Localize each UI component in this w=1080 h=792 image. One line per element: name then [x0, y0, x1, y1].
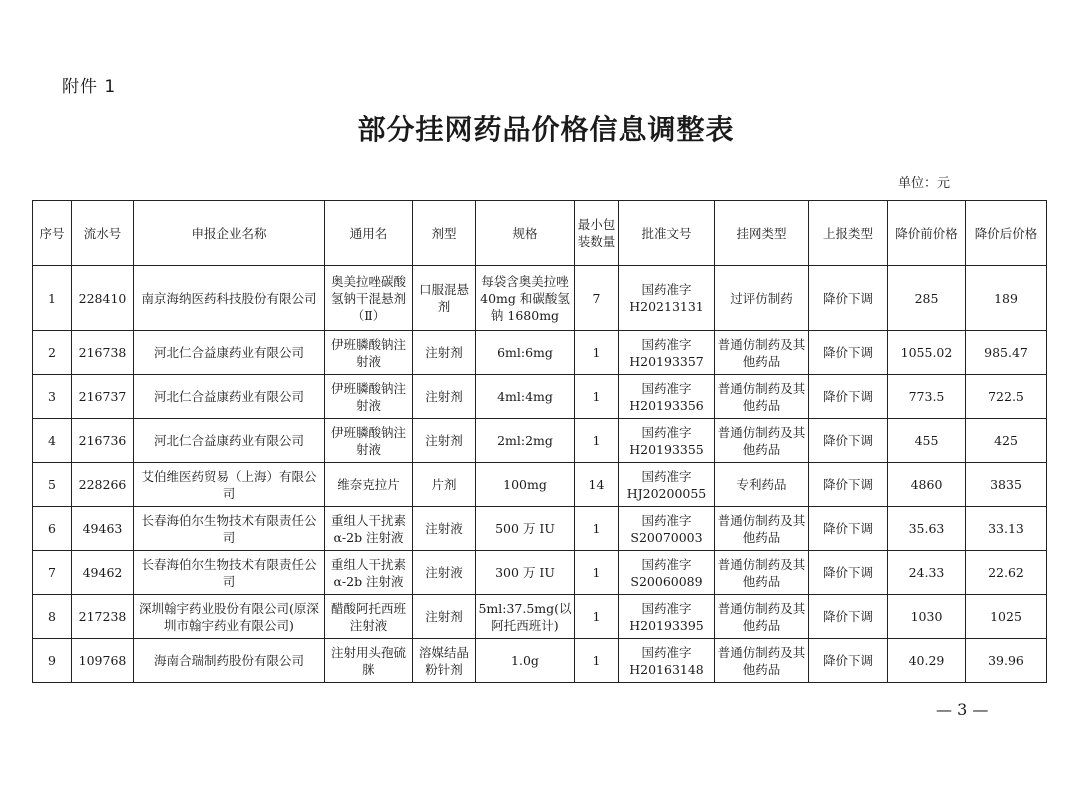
table-cell: 注射剂 — [413, 595, 476, 639]
table-cell: 普通仿制药及其他药品 — [715, 595, 809, 639]
table-cell: 国药准字HJ20200055 — [619, 463, 715, 507]
table-cell: 4ml:4mg — [476, 375, 575, 419]
table-cell: 降价下调 — [809, 507, 888, 551]
table-cell: 国药准字H20163148 — [619, 639, 715, 683]
table-cell: 1 — [575, 375, 619, 419]
table-cell: 14 — [575, 463, 619, 507]
table-cell: 216736 — [72, 419, 134, 463]
table-cell: 降价下调 — [809, 595, 888, 639]
table-cell: 1 — [575, 551, 619, 595]
table-cell: 4 — [33, 419, 72, 463]
table-cell: 39.96 — [966, 639, 1047, 683]
table-cell: 降价下调 — [809, 266, 888, 331]
table-cell: 专利药品 — [715, 463, 809, 507]
table-cell: 国药准字H20193356 — [619, 375, 715, 419]
table-cell: 49463 — [72, 507, 134, 551]
column-header: 申报企业名称 — [134, 201, 325, 266]
table-cell: 7 — [575, 266, 619, 331]
table-row — [33, 419, 1047, 463]
table-cell: 1 — [575, 331, 619, 375]
table-cell: 普通仿制药及其他药品 — [715, 419, 809, 463]
table-cell: 773.5 — [888, 375, 966, 419]
column-header: 批准文号 — [619, 201, 715, 266]
column-header: 挂网类型 — [715, 201, 809, 266]
column-header: 通用名 — [325, 201, 413, 266]
table-cell: 22.62 — [966, 551, 1047, 595]
table-cell: 降价下调 — [809, 639, 888, 683]
table-cell: 长春海伯尔生物技术有限责任公司 — [134, 507, 325, 551]
table-cell: 过评仿制药 — [715, 266, 809, 331]
table-cell: 注射剂 — [413, 331, 476, 375]
table-cell: 985.47 — [966, 331, 1047, 375]
table-cell: 国药准字H20193395 — [619, 595, 715, 639]
table-cell: 普通仿制药及其他药品 — [715, 375, 809, 419]
table-cell: 注射液 — [413, 551, 476, 595]
table-cell: 注射液 — [413, 507, 476, 551]
table-cell: 4860 — [888, 463, 966, 507]
table-cell: 1 — [575, 419, 619, 463]
table-cell: 普通仿制药及其他药品 — [715, 507, 809, 551]
table-row — [33, 266, 1047, 331]
table-cell: 伊班膦酸钠注射液 — [325, 331, 413, 375]
table-cell: 1.0g — [476, 639, 575, 683]
table-cell: 1 — [575, 595, 619, 639]
column-header: 上报类型 — [809, 201, 888, 266]
table-cell: 每袋含奥美拉唑40mg 和碳酸氢钠 1680mg — [476, 266, 575, 331]
table-cell: 6 — [33, 507, 72, 551]
table-cell: 醋酸阿托西班注射液 — [325, 595, 413, 639]
table-cell: 注射剂 — [413, 375, 476, 419]
table-cell: 普通仿制药及其他药品 — [715, 551, 809, 595]
table-cell: 216738 — [72, 331, 134, 375]
column-header: 降价前价格 — [888, 201, 966, 266]
table-cell: 注射用头孢硫脒 — [325, 639, 413, 683]
table-cell: 南京海纳医药科技股份有限公司 — [134, 266, 325, 331]
table-cell: 伊班膦酸钠注射液 — [325, 375, 413, 419]
table-cell: 长春海伯尔生物技术有限责任公司 — [134, 551, 325, 595]
column-header: 规格 — [476, 201, 575, 266]
table-cell: 1030 — [888, 595, 966, 639]
table-cell: 6ml:6mg — [476, 331, 575, 375]
document-title: 部分挂网药品价格信息调整表 — [357, 113, 735, 146]
table-cell: 普通仿制药及其他药品 — [715, 331, 809, 375]
price-adjustment-table — [32, 200, 1047, 683]
table-cell: 49462 — [72, 551, 134, 595]
table-cell: 33.13 — [966, 507, 1047, 551]
table-cell: 国药准字H20193357 — [619, 331, 715, 375]
table-cell: 425 — [966, 419, 1047, 463]
table-cell: 1 — [33, 266, 72, 331]
table-cell: 国药准字H20213131 — [619, 266, 715, 331]
table-cell: 海南合瑞制药股份有限公司 — [134, 639, 325, 683]
table-cell: 深圳翰宇药业股份有限公司(原深圳市翰宇药业有限公司) — [134, 595, 325, 639]
table-cell: 8 — [33, 595, 72, 639]
table-cell: 降价下调 — [809, 463, 888, 507]
table-cell: 5 — [33, 463, 72, 507]
table-cell: 溶媒结晶粉针剂 — [413, 639, 476, 683]
table-cell: 2 — [33, 331, 72, 375]
table-cell: 3835 — [966, 463, 1047, 507]
table-cell: 1 — [575, 639, 619, 683]
table-cell: 降价下调 — [809, 551, 888, 595]
page-number: — 3 — — [936, 700, 989, 719]
table-cell: 285 — [888, 266, 966, 331]
table-cell: 口服混悬剂 — [413, 266, 476, 331]
table-row — [33, 375, 1047, 419]
table-cell: 217238 — [72, 595, 134, 639]
table-row — [33, 463, 1047, 507]
table-row — [33, 639, 1047, 683]
table-cell: 1055.02 — [888, 331, 966, 375]
table-cell: 228410 — [72, 266, 134, 331]
table-cell: 300 万 IU — [476, 551, 575, 595]
table-cell: 7 — [33, 551, 72, 595]
column-header: 最小包装数量 — [575, 201, 619, 266]
attachment-label: 附件 1 — [62, 77, 117, 97]
column-header: 降价后价格 — [966, 201, 1047, 266]
table-header-row — [33, 201, 1047, 266]
table-cell: 国药准字H20193355 — [619, 419, 715, 463]
table-cell: 艾伯维医药贸易（上海）有限公司 — [134, 463, 325, 507]
table-row — [33, 551, 1047, 595]
column-header: 流水号 — [72, 201, 134, 266]
table-cell: 国药准字S20060089 — [619, 551, 715, 595]
table-cell: 5ml:37.5mg(以阿托西班计) — [476, 595, 575, 639]
table-cell: 40.29 — [888, 639, 966, 683]
table-cell: 722.5 — [966, 375, 1047, 419]
table-cell: 降价下调 — [809, 331, 888, 375]
column-header: 序号 — [33, 201, 72, 266]
table-cell: 国药准字S20070003 — [619, 507, 715, 551]
table-cell: 9 — [33, 639, 72, 683]
table-row — [33, 331, 1047, 375]
table-cell: 河北仁合益康药业有限公司 — [134, 419, 325, 463]
table-cell: 河北仁合益康药业有限公司 — [134, 375, 325, 419]
table-cell: 189 — [966, 266, 1047, 331]
table-cell: 1025 — [966, 595, 1047, 639]
table-cell: 35.63 — [888, 507, 966, 551]
table-cell: 河北仁合益康药业有限公司 — [134, 331, 325, 375]
table-cell: 奥美拉唑碳酸氢钠干混悬剂（Ⅱ） — [325, 266, 413, 331]
table-cell: 24.33 — [888, 551, 966, 595]
table-cell: 216737 — [72, 375, 134, 419]
table-row — [33, 595, 1047, 639]
table-cell: 注射剂 — [413, 419, 476, 463]
table-cell: 降价下调 — [809, 419, 888, 463]
table-cell: 228266 — [72, 463, 134, 507]
table-cell: 重组人干扰素α-2b 注射液 — [325, 507, 413, 551]
unit-label: 单位：元 — [898, 176, 951, 191]
table-cell: 降价下调 — [809, 375, 888, 419]
table-cell: 500 万 IU — [476, 507, 575, 551]
table-cell: 1 — [575, 507, 619, 551]
table-cell: 重组人干扰素α-2b 注射液 — [325, 551, 413, 595]
table-cell: 100mg — [476, 463, 575, 507]
table-cell: 伊班膦酸钠注射液 — [325, 419, 413, 463]
table-cell: 3 — [33, 375, 72, 419]
table-cell: 普通仿制药及其他药品 — [715, 639, 809, 683]
table-cell: 维奈克拉片 — [325, 463, 413, 507]
table-cell: 455 — [888, 419, 966, 463]
table-cell: 109768 — [72, 639, 134, 683]
table-cell: 片剂 — [413, 463, 476, 507]
table-cell: 2ml:2mg — [476, 419, 575, 463]
column-header: 剂型 — [413, 201, 476, 266]
table-row — [33, 507, 1047, 551]
